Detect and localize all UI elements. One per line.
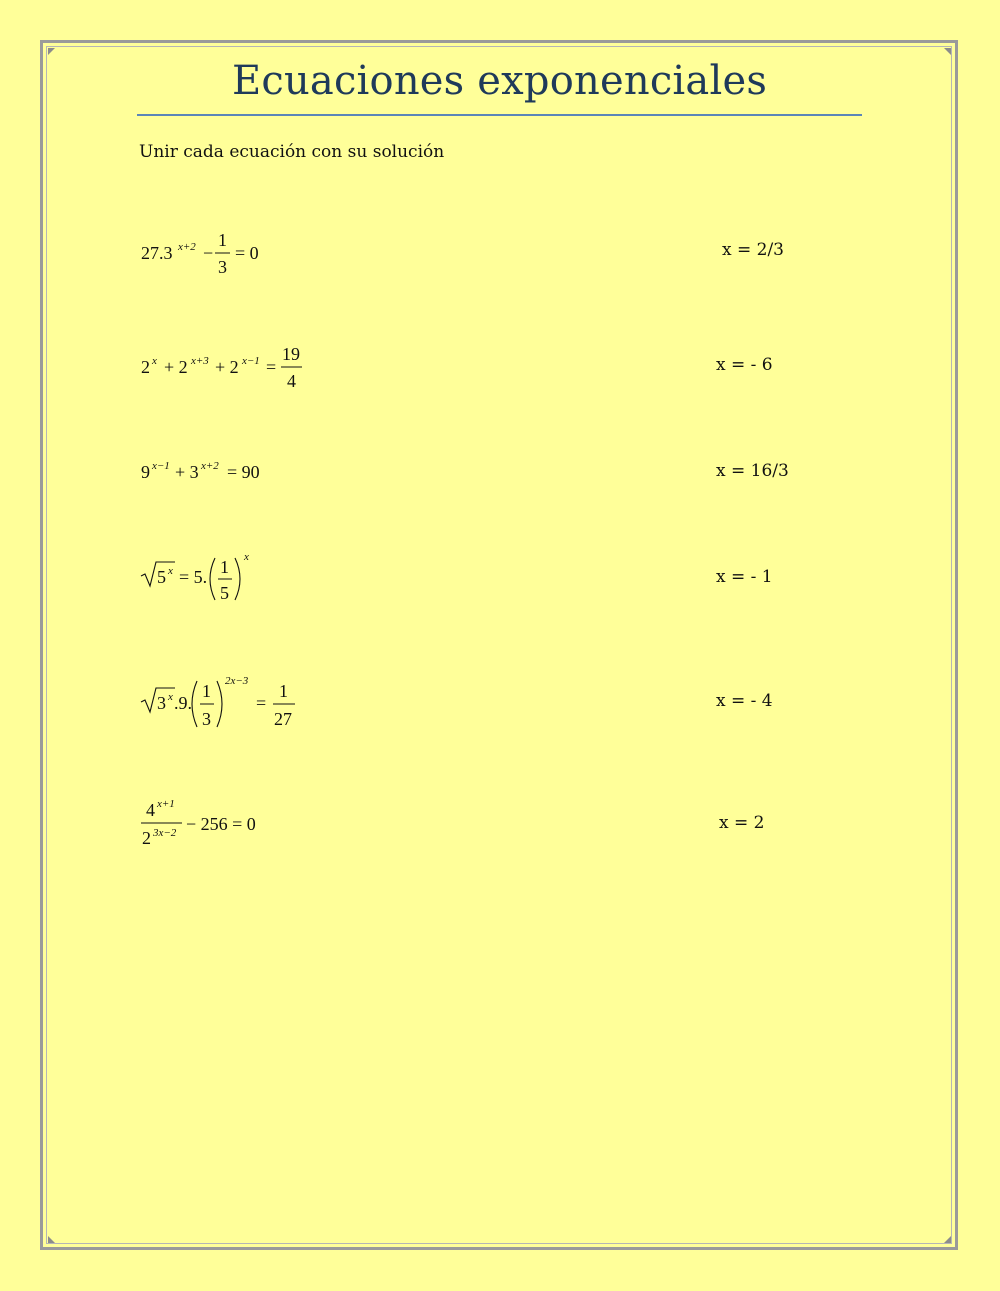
eq1-operator: −	[203, 243, 214, 263]
eq2-numerator: 19	[282, 344, 300, 364]
eq1-exponent: x+2	[178, 241, 196, 253]
solution-5[interactable]: x = - 4	[716, 691, 773, 711]
eq2-equals: =	[266, 357, 277, 377]
page-title: Ecuaciones exponenciales	[231, 58, 768, 104]
eq6-numerator: 4	[146, 800, 155, 820]
eq5-exponent: 2x−3	[225, 675, 249, 687]
eq6-numerator-exp: x+1	[157, 798, 175, 810]
corner-ornament	[48, 48, 55, 55]
eq5-rhs-numerator: 1	[279, 681, 288, 701]
left-paren-icon	[210, 558, 215, 600]
eq2-denominator: 4	[287, 371, 296, 391]
eq4-exponent: x	[244, 551, 249, 563]
solution-4[interactable]: x = - 1	[716, 567, 773, 587]
eq2-exp3: x−1	[242, 355, 260, 367]
eq2-exp2: x+3	[191, 355, 209, 367]
solution-1[interactable]: x = 2/3	[722, 240, 784, 260]
eq6-rhs: − 256 = 0	[186, 814, 256, 834]
eq6-denominator: 2	[142, 828, 151, 848]
eq3-term2: + 3	[175, 462, 199, 482]
eq2-term3: + 2	[215, 357, 239, 377]
eq1-rhs: = 0	[235, 243, 259, 263]
eq5-middle: .9.	[174, 693, 192, 713]
eq5-radicand-exp: x	[168, 691, 173, 703]
eq4-numerator: 1	[220, 557, 229, 577]
eq2-exp1: x	[152, 355, 157, 367]
eq4-radicand-exp: x	[168, 565, 173, 577]
title-underline	[137, 114, 862, 116]
eq4-radicand: 5	[157, 567, 166, 587]
eq5-rhs-denominator: 27	[274, 709, 292, 729]
corner-ornament	[944, 48, 951, 55]
eq5-denominator: 3	[202, 709, 211, 729]
eq1-denominator: 3	[218, 257, 227, 277]
eq3-exp1: x−1	[152, 460, 170, 472]
eq5-radicand: 3	[157, 693, 166, 713]
solution-2[interactable]: x = - 6	[716, 355, 773, 375]
equation-1[interactable]	[141, 228, 281, 280]
eq3-term1: 9	[141, 462, 150, 482]
eq3-exp2: x+2	[201, 460, 219, 472]
instruction-text: Unir cada ecuación con su solución	[139, 142, 445, 162]
eq4-denominator: 5	[220, 583, 229, 603]
eq4-middle: = 5.	[179, 567, 208, 587]
equation-2[interactable]	[141, 342, 321, 394]
eq3-rhs: = 90	[227, 462, 260, 482]
solution-6[interactable]: x = 2	[719, 813, 765, 833]
eq5-equals: =	[256, 693, 267, 713]
eq5-numerator: 1	[202, 681, 211, 701]
eq2-term1: 2	[141, 357, 150, 377]
corner-ornament	[944, 1236, 951, 1243]
solution-3[interactable]: x = 16/3	[716, 461, 789, 481]
equation-3[interactable]	[141, 452, 281, 488]
equation-4[interactable]	[141, 550, 281, 610]
eq6-denominator-exp: 3x−2	[153, 827, 177, 839]
corner-ornament	[48, 1236, 55, 1243]
equation-6[interactable]	[141, 797, 301, 853]
eq1-base: 27.3	[141, 243, 173, 263]
equation-5[interactable]	[141, 672, 321, 732]
eq1-numerator: 1	[218, 230, 227, 250]
right-paren-icon	[235, 558, 240, 600]
right-paren-icon	[217, 681, 222, 727]
left-paren-icon	[192, 681, 197, 727]
page-border-inner	[46, 46, 952, 1244]
eq2-term2: + 2	[164, 357, 188, 377]
